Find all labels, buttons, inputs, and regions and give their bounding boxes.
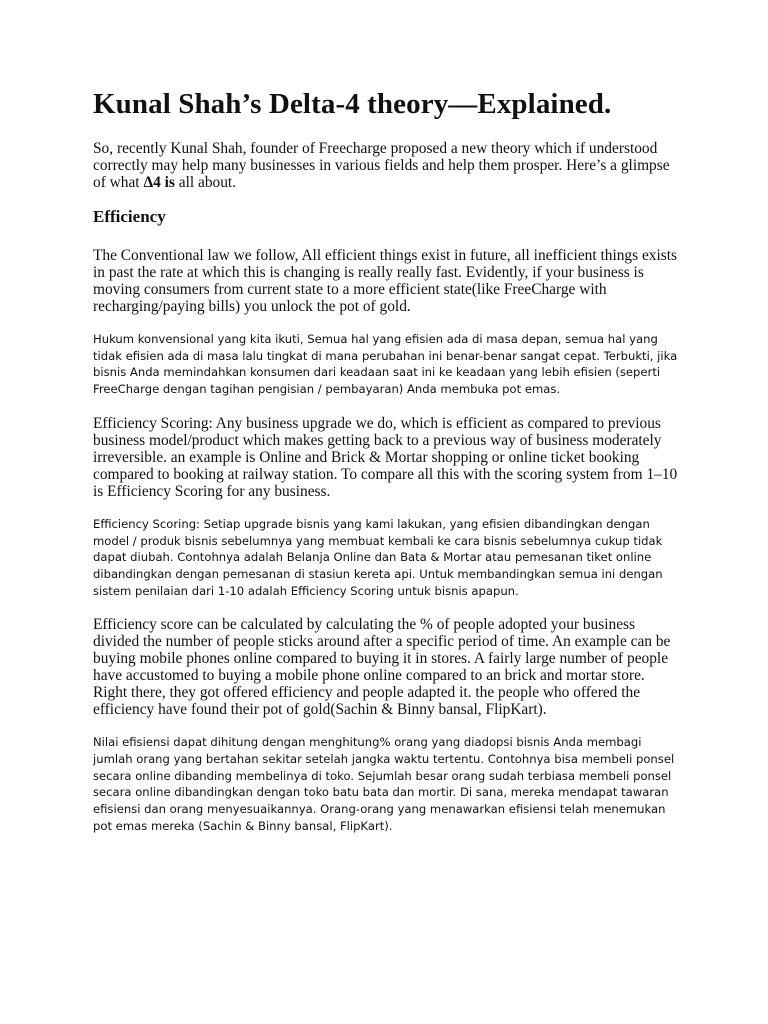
delta-4-bold: Δ4 is — [143, 174, 175, 191]
intro-paragraph — [93, 140, 678, 191]
document-title: Kunal Shah’s Delta-4 theory—Explained. — [93, 88, 612, 120]
intro-text-end: all about. — [174, 174, 237, 191]
paragraph-english: Efficiency Scoring: Any business upgrade we do, which is efficient as compared to previous business model/product which makes getting back to a previous way of business moderately irreversible. an example is Online and Brick & Mortar shopping or online ticket booking compared to booking at railway station. To compare all this with the scoring system from 1–10 is Efficiency Scoring for any business. — [93, 414, 678, 500]
intro-text: So, recently Kunal Shah, founder of Freecharge proposed a new theory which if understood correctly may help many businesses in various fields and help them prosper. Here’s a glimpse of what — [93, 140, 670, 191]
paragraph-indonesian: Efficiency Scoring: Setiap upgrade bisnis yang kami lakukan, yang efisien dibandingkan dengan model / produk bisnis sebelumnya yang membuat kembali ke cara bisnis sebelumnya cukup tidak dapat diubah. Contohnya adalah Belanja Online dan Bata & Mortar atau pemesanan tiket online dibandingkan dengan pemesanan di stasiun kereta api. Untuk membandingkan semua ini dengan sistem penilaian dari 1-10 adalah Efficiency Scoring untuk bisnis apapun. — [93, 516, 663, 598]
section-heading-wrapper — [93, 207, 678, 227]
section-heading: Efficiency — [93, 207, 166, 226]
paragraph-indonesian: Nilai efisiensi dapat dihitung dengan menghitung% orang yang diadopsi bisnis Anda membagi jumlah orang yang bertahan sekitar setelah jangka waktu tertentu. Contohnya bisa membeli ponsel secara online dibanding membelinya di toko. Sejumlah besar orang sudah terbiasa membeli ponsel secara online dibandingkan dengan toko batu bata dan mortir. Di sana, mereka mendapat tawaran efisiensi dan orang menyesuaikannya. Orang-orang yang menawarkan efisiensi telah menemukan pot emas mereka (Sachin & Binny bansal, FlipKart). — [93, 735, 675, 833]
paragraph-english: Efficiency score can be calculated by calculating the % of people adopted your business divided the number of people sticks around after a specific period of time. An example can be buying mobile phones online compared to buying it in stores. A fairly large number of people have accustomed to buying a mobile phone online compared to an brick and mortar store. Right there, they got offered efficiency and people adapted it. the people who offered the efficiency have found their pot of gold(Sachin & Binny bansal, FlipKart). — [93, 616, 671, 719]
document-page — [93, 86, 678, 852]
paragraph-english: The Conventional law we follow, All efficient things exist in future, all inefficient things exists in past the rate at which this is changing is really really fast. Evidently, if your business is moving consumers from current state to a more efficient state(like FreeCharge with recharging/paying bills) you unlock the pot of gold. — [93, 247, 678, 315]
paragraph-indonesian: Hukum konvensional yang kita ikuti, Semua hal yang efisien ada di masa depan, semua hal yang tidak efisien ada di masa lalu tingkat di mana perubahan ini benar-benar sangat cepat. Terbukti, jika bisnis Anda memindahkan konsumen dari keadaan saat ini ke keadaan yang lebih efisien (seperti FreeCharge dengan tagihan pengisian / pembayaran) Anda membuka pot emas. — [93, 332, 678, 397]
